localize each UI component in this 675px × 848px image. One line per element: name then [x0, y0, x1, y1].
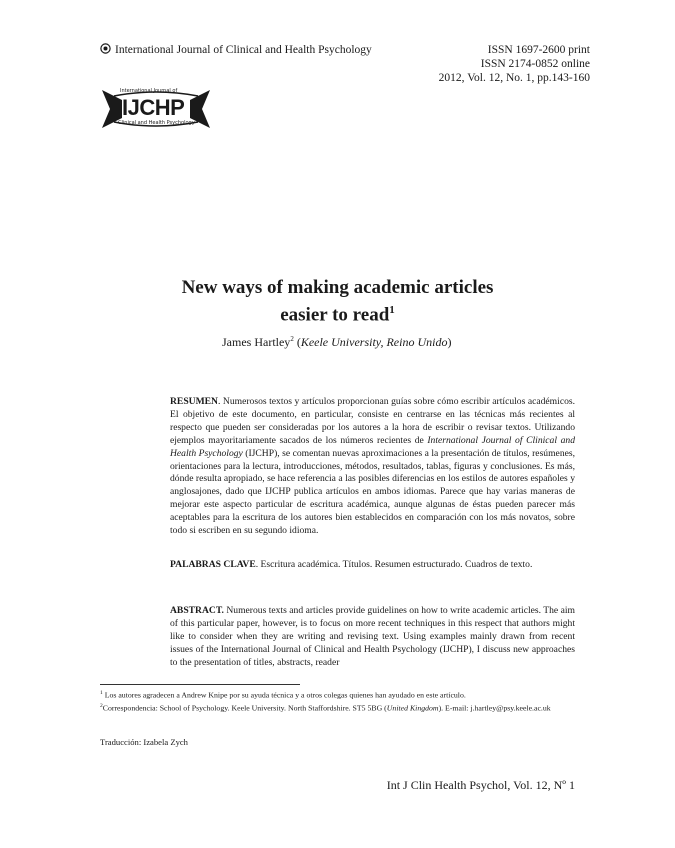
footnotes — [100, 688, 575, 713]
title-line-1: New ways of making academic articles — [181, 277, 494, 298]
logo-sub-text: Clinical and Health Psychology — [118, 120, 195, 126]
footnote-divider — [100, 684, 300, 685]
logo-top-text: International Journal of — [120, 88, 178, 94]
palabras-clave-label: PALABRAS CLAVE — [170, 559, 256, 570]
palabras-clave-text: . Escritura académica. Títulos. Resumen estructurado. Cuadros de texto. — [255, 559, 533, 570]
page-footer-citation: Int J Clin Health Psychol, Vol. 12, Nº 1 — [386, 778, 575, 792]
footnote-1-text: Los autores agradecen a Andrew Knipe por su ayuda técnica y a otros colegas quienes han ayudado en este artículo. — [102, 690, 466, 700]
palabras-clave-paragraph — [170, 559, 575, 572]
copyright-bullet-icon — [100, 43, 111, 54]
issn-block — [439, 43, 590, 85]
resumen-journal-name: International Journal of Clinical and Health Psychology — [170, 434, 575, 459]
footnote-2-country: United Kingdom — [386, 703, 439, 713]
abstract-paragraph — [170, 605, 575, 670]
abstract-text: Numerous texts and articles provide guidelines on how to write academic articles. The aim of this particular paper, however, is to focus on more recent techniques in this respect that authors might like to consider when they are writing and revising text. Using examples mainly drawn from recent issues of the International Journal of Clinical and Health Psychology (IJCHP), I discuss new approaches to the presentation of titles, abstracts, reader — [170, 605, 575, 668]
resumen-label: RESUMEN — [170, 396, 218, 407]
resumen-text-1: . Numerosos textos y artículos proporcionan guías sobre cómo escribir artículos académicos. El objetivo de este documento, en particular, consiste en centrarse en las técnicas más recientes al respecto que pueden ser consideradas por los autores a la hora de escribir o revisar textos. Utilizando ejemplos mayoritariamente sacados de los números recientes de — [170, 396, 575, 446]
author-affiliation: Keele University, Reino Unido — [300, 335, 448, 349]
footnote-1 — [100, 688, 575, 701]
abstract-label: ABSTRACT. — [170, 605, 224, 616]
volume-info: 2012, Vol. 12, No. 1, pp.143-160 — [438, 72, 590, 84]
title-line-2 — [0, 299, 675, 326]
footnote-2-mark: 2 — [100, 702, 103, 709]
issn-print: ISSN 1697-2600 print — [487, 44, 590, 56]
author-name: James Hartley — [222, 335, 291, 349]
author-line: James Hartley$^2$ (Keele University, Reino Unido) — [222, 335, 452, 349]
logo-main-text: IJCHP — [122, 95, 185, 120]
author-footnote-ref: 2 — [290, 335, 294, 343]
journal-name: International Journal of Clinical and Health Psychology — [115, 44, 372, 56]
footnote-2-email[interactable]: ). E-mail: j.hartley@psy.keele.ac.uk — [438, 703, 551, 713]
footnote-2-text: Correspondencia: School of Psychology. Keele University. North Staffordshire. ST5 5BG ( — [102, 703, 387, 713]
issn-online: ISSN 2174-0852 online — [480, 58, 590, 70]
title-line-2-text: easier to read — [280, 304, 390, 326]
resumen-text-2: (IJCHP), se comentan nuevas aproximaciones a la presentación de títulos, resúmenes, orientaciones para la lectura, introducciones, métodos, resultados, tablas, figuras y conclusiones. Es más, dónde resulta apropiado, se hace referencia a las posibles diferencias en los estilos de autores españoles y anglosajones, dado que IJCHP publica artículos en ambos idiomas. Parece que hay varias maneras de mejorar este aspecto particular de escritura académica, aunque algunas de éstas pueden parecer más aceptables para la escritura de los autores bien establecidos en comparación con los más novatos, sobre todo si escriben en su segundo idioma. — [170, 447, 576, 537]
journal-header — [100, 43, 372, 56]
footnote-2 — [100, 701, 575, 714]
ijchp-logo — [100, 84, 212, 132]
translator-credit: Traducción: Izabela Zych — [100, 737, 188, 747]
title-footnote-ref: 1 — [389, 304, 395, 316]
footnote-1-mark: 1 — [100, 690, 103, 696]
resumen-paragraph — [170, 396, 575, 538]
article-title — [0, 276, 675, 326]
